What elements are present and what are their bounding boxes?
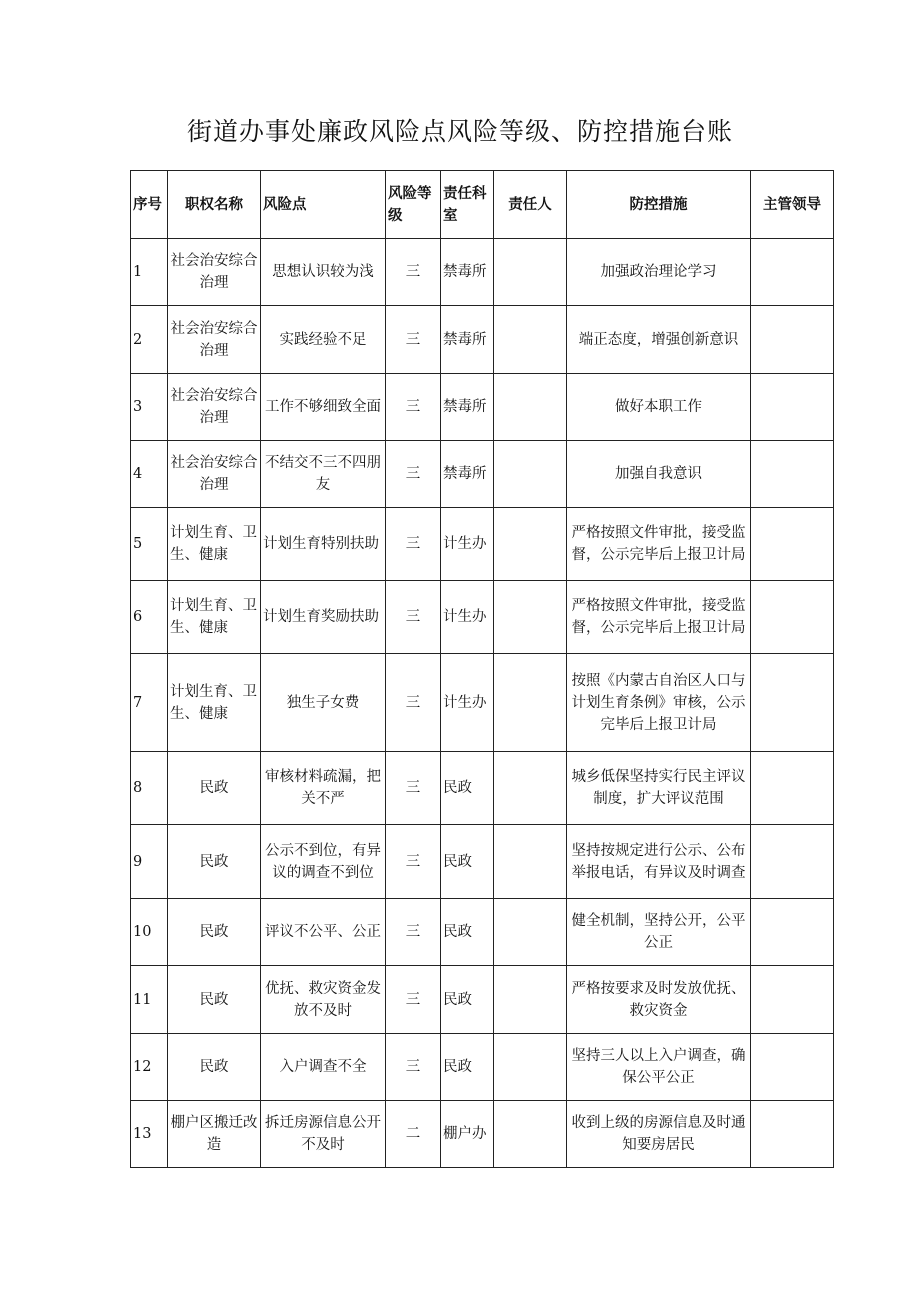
table-row [131,966,834,1034]
header-risk-point: 风险点 [261,171,386,239]
row-index: 13 [131,1101,168,1168]
row-leader [751,1034,834,1101]
row-index: 1 [131,239,168,306]
row-measures: 收到上级的房源信息及时通知要房居民 [567,1101,751,1168]
row-leader [751,825,834,899]
row-dept: 民政 [441,1034,494,1101]
row-dept: 棚户办 [441,1101,494,1168]
row-risk-point: 拆迁房源信息公开不及时 [261,1101,386,1168]
row-measures: 严格按照文件审批，接受监督，公示完毕后上报卫计局 [567,581,751,654]
row-index: 2 [131,306,168,374]
row-level: 三 [386,899,441,966]
row-risk-point: 公示不到位，有异议的调查不到位 [261,825,386,899]
row-index: 7 [131,654,168,752]
table-row [131,1101,834,1168]
header-measures: 防控措施 [567,171,751,239]
header-person: 责任人 [494,171,567,239]
table-row [131,1034,834,1101]
row-measures: 严格按要求及时发放优抚、救灾资金 [567,966,751,1034]
table-row [131,654,834,752]
row-index: 6 [131,581,168,654]
header-row [131,171,834,239]
row-leader [751,654,834,752]
row-risk-point: 入户调查不全 [261,1034,386,1101]
row-level: 三 [386,581,441,654]
row-dept: 民政 [441,752,494,825]
row-index: 9 [131,825,168,899]
header-leader: 主管领导 [751,171,834,239]
row-dept: 禁毒所 [441,239,494,306]
row-measures: 加强自我意识 [567,441,751,508]
row-person [494,966,567,1034]
row-measures: 健全机制，坚持公开，公平公正 [567,899,751,966]
row-measures: 坚持按规定进行公示、公布举报电话，有异议及时调查 [567,825,751,899]
row-person [494,1034,567,1101]
row-level: 三 [386,752,441,825]
row-level: 三 [386,966,441,1034]
row-risk-point: 独生子女费 [261,654,386,752]
table-row [131,581,834,654]
row-leader [751,306,834,374]
table-row [131,752,834,825]
row-measures: 严格按照文件审批，接受监督，公示完毕后上报卫计局 [567,508,751,581]
row-dept: 计生办 [441,654,494,752]
row-leader [751,1101,834,1168]
row-level: 三 [386,306,441,374]
row-measures: 按照《内蒙古自治区人口与计划生育条例》审核，公示完毕后上报卫计局 [567,654,751,752]
row-authority: 社会治安综合治理 [168,239,261,306]
row-person [494,1101,567,1168]
row-dept: 民政 [441,825,494,899]
row-level: 三 [386,508,441,581]
row-authority: 计划生育、卫生、健康 [168,508,261,581]
row-person [494,581,567,654]
row-authority: 计划生育、卫生、健康 [168,654,261,752]
row-leader [751,239,834,306]
row-person [494,508,567,581]
risk-ledger-table [130,170,834,1168]
page-title: 街道办事处廉政风险点风险等级、防控措施台账 [186,117,733,146]
row-risk-point: 思想认识较为浅 [261,239,386,306]
row-level: 三 [386,825,441,899]
row-index: 12 [131,1034,168,1101]
table-row [131,899,834,966]
row-authority: 民政 [168,752,261,825]
row-dept: 计生办 [441,581,494,654]
row-index: 4 [131,441,168,508]
row-risk-point: 计划生育特别扶助 [261,508,386,581]
row-measures: 加强政治理论学习 [567,239,751,306]
row-measures: 城乡低保坚持实行民主评议制度，扩大评议范围 [567,752,751,825]
table-row [131,508,834,581]
table-row [131,374,834,441]
header-index: 序号 [131,171,168,239]
row-leader [751,899,834,966]
row-index: 10 [131,899,168,966]
row-dept: 禁毒所 [441,374,494,441]
row-leader [751,752,834,825]
row-measures: 做好本职工作 [567,374,751,441]
row-authority: 民政 [168,899,261,966]
table-row [131,306,834,374]
row-person [494,306,567,374]
row-authority: 民政 [168,966,261,1034]
row-authority: 社会治安综合治理 [168,441,261,508]
row-level: 三 [386,441,441,508]
row-leader [751,966,834,1034]
row-person [494,654,567,752]
row-person [494,752,567,825]
header-risk-level: 风险等级 [386,171,441,239]
row-risk-point: 不结交不三不四朋友 [261,441,386,508]
row-dept: 民政 [441,899,494,966]
row-level: 三 [386,374,441,441]
row-risk-point: 评议不公平、公正 [261,899,386,966]
row-risk-point: 工作不够细致全面 [261,374,386,441]
row-level: 三 [386,1034,441,1101]
row-index: 11 [131,966,168,1034]
table-row [131,441,834,508]
row-index: 8 [131,752,168,825]
row-leader [751,374,834,441]
header-dept: 责任科室 [441,171,494,239]
row-measures: 端正态度，增强创新意识 [567,306,751,374]
row-dept: 计生办 [441,508,494,581]
row-index: 5 [131,508,168,581]
row-authority: 社会治安综合治理 [168,306,261,374]
row-authority: 计划生育、卫生、健康 [168,581,261,654]
table-row [131,239,834,306]
row-risk-point: 实践经验不足 [261,306,386,374]
row-dept: 民政 [441,966,494,1034]
header-authority: 职权名称 [168,171,261,239]
row-leader [751,508,834,581]
row-person [494,374,567,441]
row-index: 3 [131,374,168,441]
row-dept: 禁毒所 [441,306,494,374]
table-row [131,825,834,899]
row-measures: 坚持三人以上入户调查，确保公平公正 [567,1034,751,1101]
row-level: 三 [386,239,441,306]
row-authority: 棚户区搬迁改造 [168,1101,261,1168]
row-risk-point: 审核材料疏漏，把关不严 [261,752,386,825]
row-leader [751,441,834,508]
row-person [494,899,567,966]
row-authority: 民政 [168,825,261,899]
row-risk-point: 优抚、救灾资金发放不及时 [261,966,386,1034]
row-leader [751,581,834,654]
row-dept: 禁毒所 [441,441,494,508]
row-authority: 民政 [168,1034,261,1101]
row-person [494,239,567,306]
row-level: 二 [386,1101,441,1168]
row-authority: 社会治安综合治理 [168,374,261,441]
row-person [494,825,567,899]
row-level: 三 [386,654,441,752]
row-person [494,441,567,508]
row-risk-point: 计划生育奖励扶助 [261,581,386,654]
